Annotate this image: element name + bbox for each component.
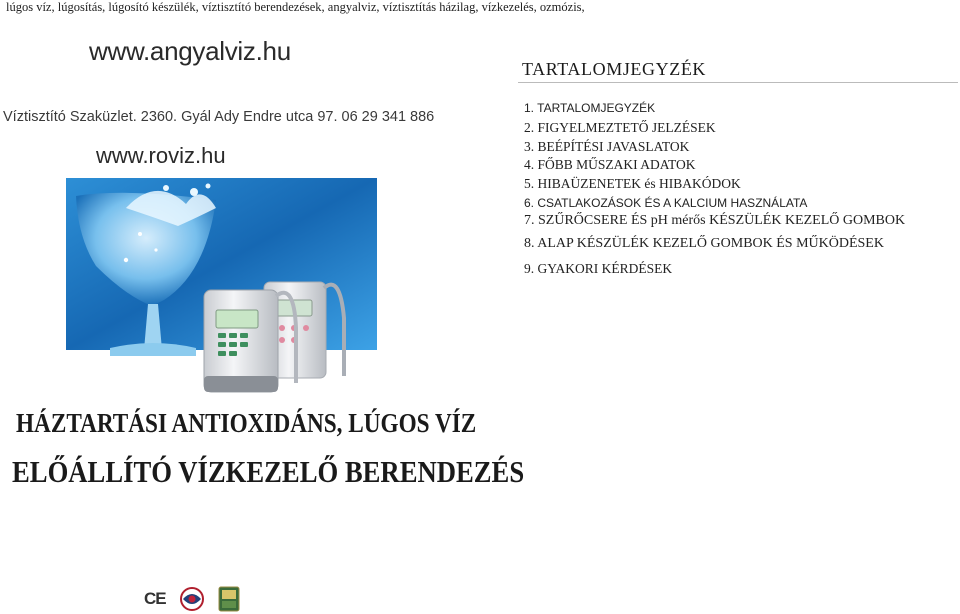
toc-item-4[interactable]: 4. FŐBB MŰSZAKI ADATOK: [524, 157, 696, 172]
toc-item-9[interactable]: 9. GYAKORI KÉRDÉSEK: [524, 261, 673, 276]
certification-logos: [144, 586, 240, 612]
product-title-line-1: HÁZTARTÁSI ANTIOXIDÁNS, LÚGOS VÍZ: [16, 408, 477, 438]
toc-title: TARTALOMJEGYZÉK: [522, 59, 707, 79]
toc-item-1[interactable]: 1. TARTALOMJEGYZÉK: [524, 101, 656, 115]
keywords-line: lúgos víz, lúgosítás, lúgosító készülék, víztisztító berendezések, angyalviz, víztisztítás házilag, vízkezelés, ozmózis,: [6, 0, 585, 14]
website-secondary: www.roviz.hu: [96, 143, 226, 168]
product-title-line-2: ELŐÁLLÍTÓ VÍZKEZELŐ BERENDEZÉS: [12, 454, 525, 489]
toc-item-7[interactable]: 7. SZŰRŐCSERE ÉS pH mérős KÉSZÜLÉK KEZELŐ GOMBOK: [524, 213, 906, 228]
toc-item-8[interactable]: 8. ALAP KÉSZÜLÉK KEZELŐ GOMBOK ÉS MŰKÖDÉSEK: [524, 236, 884, 251]
toc-item-6[interactable]: 6. CSATLAKOZÁSOK ÉS A KALCIUM HASZNÁLATA: [524, 196, 808, 210]
toc-divider: [518, 82, 958, 83]
kfda-seal-logo: [175, 586, 209, 612]
ce-mark-logo: CE: [144, 589, 166, 608]
shop-address: Víztisztító Szaküzlet. 2360. Gyál Ady Endre utca 97. 06 29 341 886: [3, 109, 435, 125]
toc-item-5[interactable]: 5. HIBAÜZENETEK és HIBAKÓDOK: [524, 176, 741, 191]
quality-badge-logo: [218, 586, 240, 612]
website-primary: www.angyalviz.hu: [89, 36, 291, 66]
toc-item-2[interactable]: 2. FIGYELMEZTETŐ JELZÉSEK: [524, 120, 716, 135]
toc-item-3[interactable]: 3. BEÉPÍTÉSI JAVASLATOK: [524, 139, 690, 154]
product-hero-image: [66, 178, 377, 395]
